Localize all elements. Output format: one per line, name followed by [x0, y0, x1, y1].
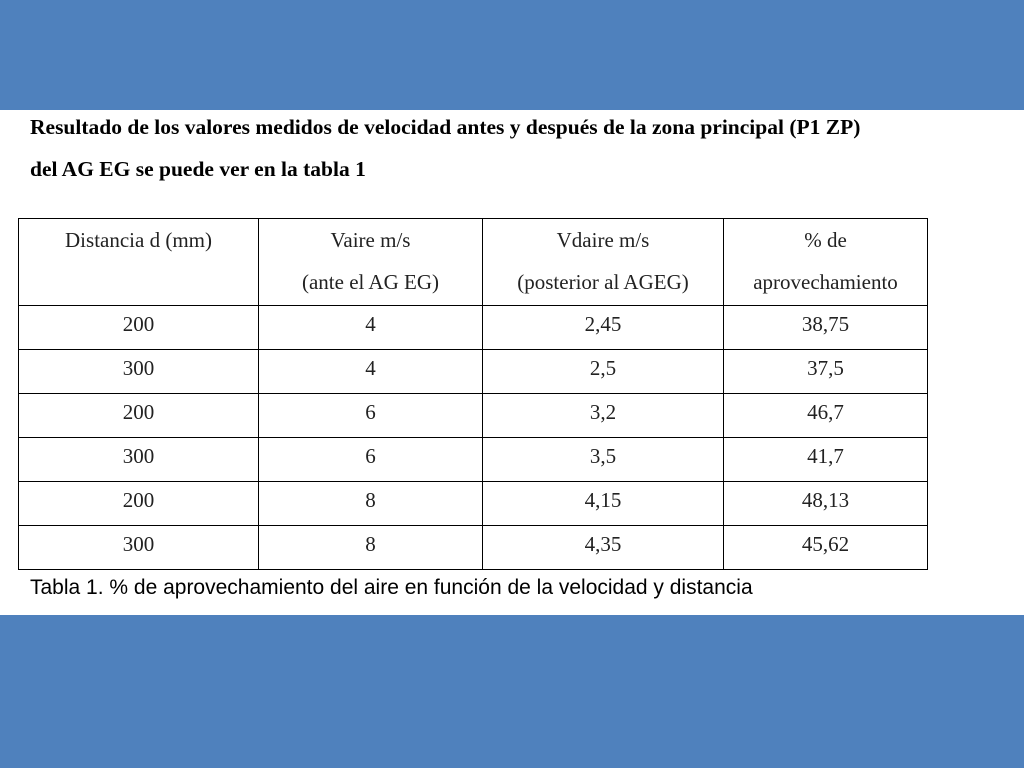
cell-aprovechamiento: 46,7	[724, 394, 928, 438]
cell-vdaire: 3,2	[483, 394, 724, 438]
cell-distance: 200	[19, 394, 259, 438]
cell-vdaire: 4,35	[483, 526, 724, 570]
cell-vdaire: 3,5	[483, 438, 724, 482]
table-row	[19, 438, 928, 482]
header-vaire: Vaire m/s (ante el AG EG)	[259, 219, 483, 306]
table-caption: Tabla 1. % de aprovechamiento del aire en función de la velocidad y distancia	[30, 576, 753, 599]
cell-vaire: 4	[259, 306, 483, 350]
cell-distance: 300	[19, 438, 259, 482]
cell-distance: 300	[19, 350, 259, 394]
cell-vdaire: 4,15	[483, 482, 724, 526]
table-row	[19, 350, 928, 394]
heading-text	[30, 106, 1015, 190]
header-vdaire: Vdaire m/s (posterior al AGEG)	[483, 219, 724, 306]
header-aprovechamiento: % de aprovechamiento	[724, 219, 928, 306]
cell-vaire: 4	[259, 350, 483, 394]
header-distance: Distancia d (mm)	[19, 219, 259, 306]
cell-distance: 300	[19, 526, 259, 570]
cell-distance: 200	[19, 306, 259, 350]
cell-aprovechamiento: 37,5	[724, 350, 928, 394]
cell-vdaire: 2,45	[483, 306, 724, 350]
cell-vaire: 8	[259, 526, 483, 570]
cell-aprovechamiento: 48,13	[724, 482, 928, 526]
cell-vaire: 6	[259, 438, 483, 482]
table-row	[19, 482, 928, 526]
results-table	[18, 218, 928, 570]
heading-line-2: del AG EG se puede ver en la tabla 1	[30, 157, 366, 181]
table-row	[19, 306, 928, 350]
cell-aprovechamiento: 45,62	[724, 526, 928, 570]
cell-aprovechamiento: 41,7	[724, 438, 928, 482]
table-row	[19, 394, 928, 438]
heading-line-1: Resultado de los valores medidos de velocidad antes y después de la zona principal (P1 ZP)	[30, 115, 861, 139]
cell-aprovechamiento: 38,75	[724, 306, 928, 350]
table-header-row	[19, 219, 928, 306]
table-row	[19, 526, 928, 570]
cell-vaire: 6	[259, 394, 483, 438]
cell-vaire: 8	[259, 482, 483, 526]
cell-distance: 200	[19, 482, 259, 526]
cell-vdaire: 2,5	[483, 350, 724, 394]
